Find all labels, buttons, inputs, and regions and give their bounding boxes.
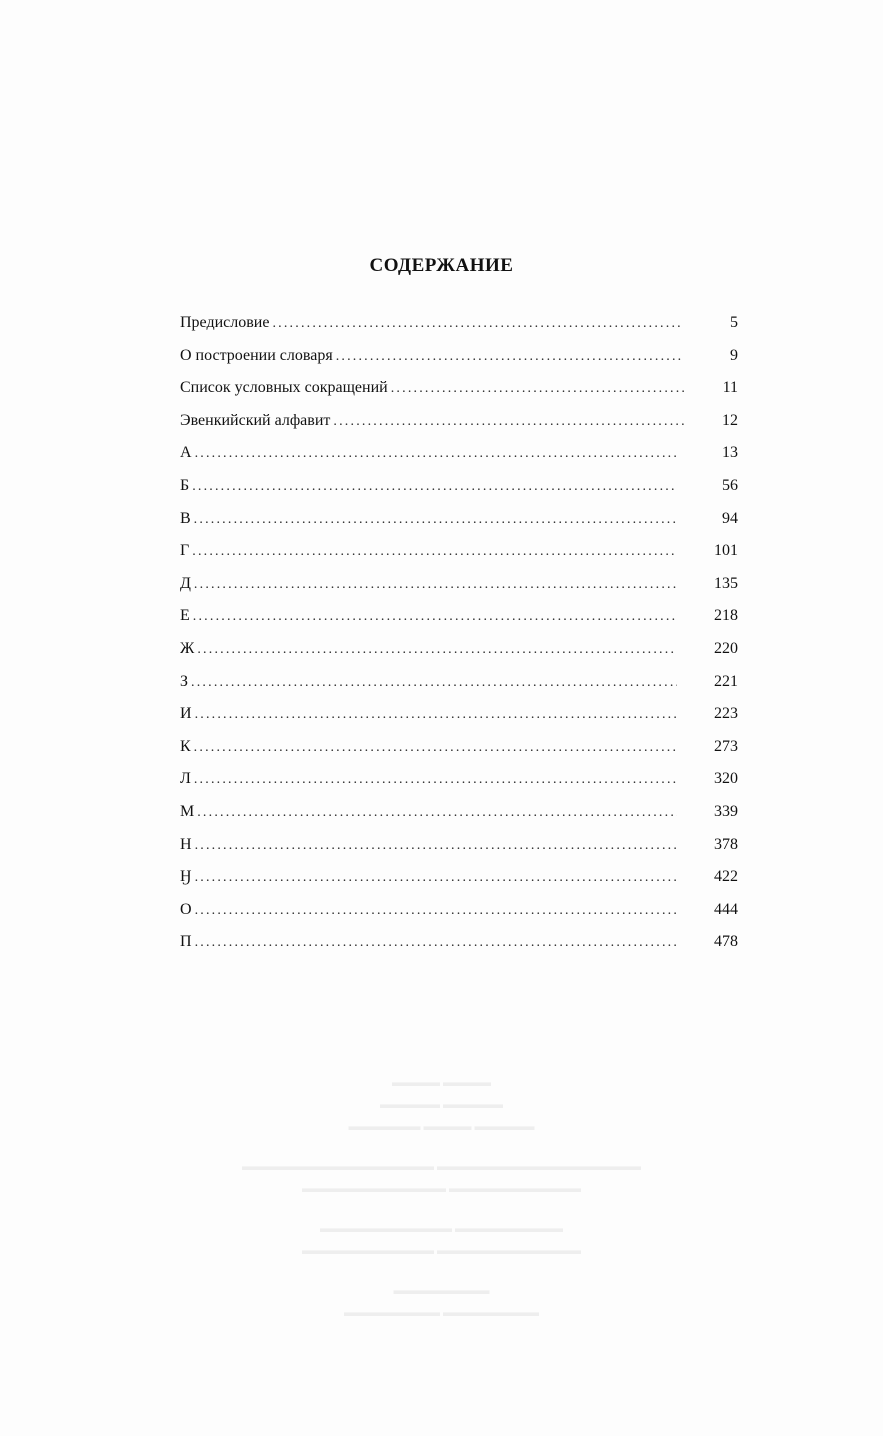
toc-entry-label: Б bbox=[180, 476, 190, 494]
toc-entry bbox=[180, 835, 738, 868]
toc-entry-label: А bbox=[180, 444, 192, 462]
toc-entry-label: Эвенкийский алфавит bbox=[180, 411, 331, 429]
toc-entry-label: О построении словаря bbox=[180, 346, 333, 364]
toc-entry-label: Н bbox=[180, 835, 192, 853]
toc-entry-label: Е bbox=[180, 607, 190, 625]
toc-entry-page-number: 220 bbox=[714, 639, 738, 657]
toc-entry-page-number: 11 bbox=[722, 379, 738, 397]
toc-entry-page-number: 378 bbox=[714, 835, 738, 853]
dot-leader bbox=[333, 412, 684, 432]
dot-leader bbox=[391, 379, 687, 399]
toc-entry-page-number: 444 bbox=[714, 900, 738, 918]
toc-entry bbox=[180, 900, 738, 933]
toc-entry-label: П bbox=[180, 933, 192, 951]
toc-entry-page-number: 13 bbox=[722, 444, 738, 462]
dot-leader bbox=[195, 444, 678, 464]
toc-entry-label: Ж bbox=[180, 639, 195, 657]
toc-entry bbox=[180, 443, 738, 476]
toc-entry bbox=[180, 932, 738, 965]
toc-entry-page-number: 56 bbox=[722, 476, 738, 494]
dot-leader bbox=[194, 770, 677, 790]
dot-leader bbox=[192, 477, 677, 497]
toc-entry bbox=[180, 606, 738, 639]
dot-leader bbox=[195, 705, 678, 725]
toc-entry bbox=[180, 737, 738, 770]
toc-entry-label: Д bbox=[180, 574, 191, 592]
show-through-marks: ▬▬▬▬ ▬▬▬▬ ▬▬▬▬▬ ▬▬▬▬▬ ▬▬▬▬▬▬ ▬▬▬▬ ▬▬▬▬▬ ▬▬▬▬▬▬▬▬▬▬▬▬▬▬▬▬ ▬▬▬▬▬▬▬▬▬▬▬▬▬▬▬▬▬ ▬▬▬▬▬▬▬▬▬▬▬▬ ▬▬▬▬▬▬▬▬▬▬▬ ▬▬▬▬▬▬▬▬▬▬▬ ▬▬▬▬▬▬▬▬▬ ▬▬▬▬▬▬▬▬▬▬▬ ▬▬▬▬▬▬▬▬▬▬▬▬ ▬▬▬▬▬▬▬▬ ▬▬▬▬▬▬▬▬ ▬▬▬▬▬▬▬▬ bbox=[242, 1075, 641, 1319]
toc-entry-page-number: 273 bbox=[714, 737, 738, 755]
toc-entry-label: Ӈ bbox=[180, 868, 192, 886]
toc-entry-label: Предисловие bbox=[180, 314, 270, 331]
toc-entry bbox=[180, 411, 738, 444]
toc-entry-page-number: 101 bbox=[714, 542, 738, 560]
toc-entry bbox=[180, 639, 738, 672]
toc-entry bbox=[180, 541, 738, 574]
toc-entry-page-number: 9 bbox=[730, 346, 738, 364]
dot-leader bbox=[191, 673, 677, 693]
toc-entry bbox=[180, 574, 738, 607]
toc-entry-page-number: 422 bbox=[714, 868, 738, 886]
dot-leader bbox=[195, 933, 678, 953]
dot-leader bbox=[194, 510, 677, 530]
toc-entry-label: И bbox=[180, 705, 192, 723]
toc-entry-page-number: 12 bbox=[722, 411, 738, 429]
dot-leader bbox=[197, 640, 677, 660]
page-title: СОДЕРЖАНИЕ bbox=[369, 255, 514, 276]
dot-leader bbox=[192, 542, 677, 562]
toc-entry-page-number: 221 bbox=[714, 672, 738, 690]
toc-entry-page-number: 218 bbox=[714, 607, 738, 625]
toc-entry bbox=[180, 672, 738, 705]
dot-leader bbox=[336, 347, 684, 367]
toc-entry-label: З bbox=[180, 672, 189, 690]
toc-entry bbox=[180, 769, 738, 802]
table-of-contents bbox=[180, 313, 738, 965]
toc-entry-page-number: 94 bbox=[722, 509, 738, 527]
toc-entry-label: Список условных сокращений bbox=[180, 379, 388, 397]
dot-leader bbox=[194, 575, 677, 595]
toc-entry bbox=[180, 704, 738, 737]
toc-entry-page-number: 135 bbox=[714, 574, 738, 592]
toc-entry-label: О bbox=[180, 900, 192, 918]
toc-entry bbox=[180, 867, 738, 900]
toc-entry-label: Л bbox=[180, 770, 191, 788]
toc-entry bbox=[180, 509, 738, 542]
toc-entry-page-number: 320 bbox=[714, 770, 738, 788]
toc-entry bbox=[180, 378, 738, 411]
toc-entry-page-number: 223 bbox=[714, 705, 738, 723]
dot-leader bbox=[195, 836, 678, 856]
dot-leader bbox=[195, 901, 678, 921]
toc-entry-page-number: 478 bbox=[714, 933, 738, 951]
toc-entry bbox=[180, 313, 738, 346]
toc-entry bbox=[180, 802, 738, 835]
dot-leader bbox=[272, 314, 680, 334]
toc-entry-label: М bbox=[180, 802, 195, 820]
toc-entry bbox=[180, 476, 738, 509]
toc-entry-page-number: 5 bbox=[730, 314, 738, 331]
toc-entry bbox=[180, 346, 738, 379]
toc-entry-label: К bbox=[180, 737, 191, 755]
dot-leader bbox=[194, 738, 677, 758]
toc-entry-page-number: 339 bbox=[714, 802, 738, 820]
toc-entry-label: В bbox=[180, 509, 191, 527]
dot-leader bbox=[195, 868, 678, 888]
dot-leader bbox=[197, 803, 677, 823]
toc-entry-label: Г bbox=[180, 542, 190, 560]
dot-leader bbox=[193, 607, 677, 627]
